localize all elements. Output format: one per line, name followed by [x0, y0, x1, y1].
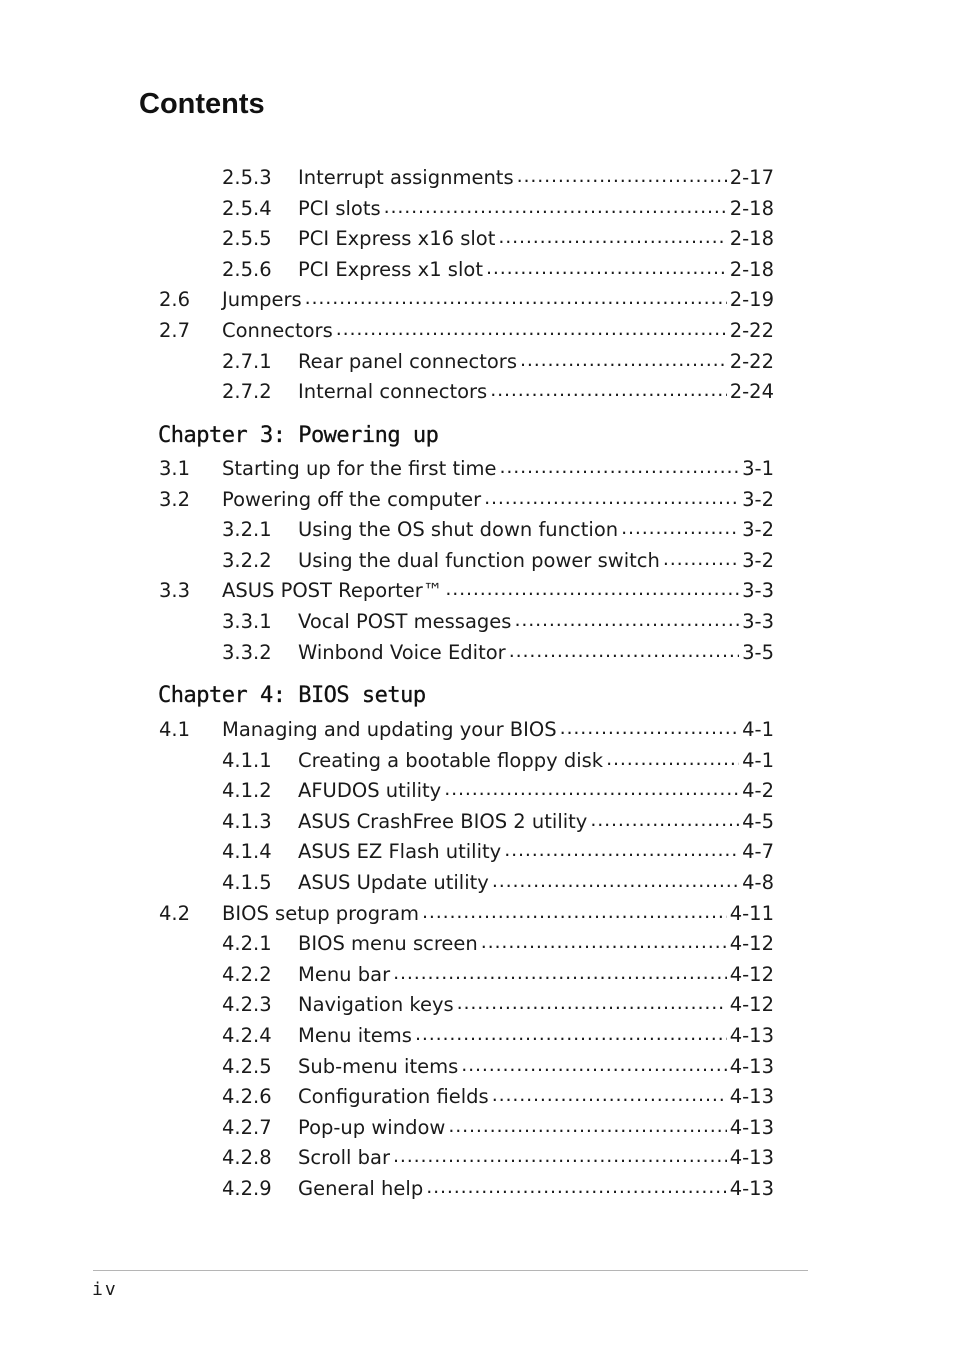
toc-entry-title: Starting up for the first time: [222, 457, 497, 480]
toc-entry-page: 4-13: [729, 1115, 774, 1139]
toc-entry-number: 4.1.1: [222, 748, 272, 772]
toc-entry-number: 3.2: [159, 487, 191, 511]
toc-entry-page: 4-12: [729, 962, 774, 986]
toc-entry-title: Configuration fields: [298, 1085, 489, 1109]
toc-entry-number: 3.3.2: [222, 640, 272, 664]
toc-entry-title: Winbond Voice Editor: [298, 640, 506, 664]
toc-entry-title: ASUS Update utility: [298, 871, 489, 894]
toc-entry-number: 4.2: [159, 901, 191, 925]
toc-entry-number: 3.3.1: [222, 610, 272, 633]
toc-entry-title: BIOS menu screen: [298, 932, 478, 956]
toc-entry-title: PCI Express x16 slot: [298, 227, 496, 251]
toc-entry[interactable]: [222, 548, 774, 574]
toc-entry-title: Menu bar: [298, 962, 391, 986]
toc-entry-number: 4.1.4: [222, 840, 272, 864]
dot-leader: [590, 809, 739, 835]
toc-entry-number: 4.2.8: [222, 1146, 272, 1170]
dot-leader: [444, 778, 739, 804]
toc-entry-title: Internal connectors: [298, 380, 488, 404]
toc-entry-page: 4-12: [729, 932, 774, 956]
dot-leader: [415, 1023, 727, 1049]
toc-entry-title: General help: [298, 1177, 424, 1200]
footer-divider: [93, 1270, 808, 1271]
toc-entry[interactable]: [222, 992, 774, 1018]
toc-entry-page: 3-2: [742, 487, 774, 511]
toc-entry-number: 4.2.5: [222, 1054, 272, 1078]
toc-entry-page: 4-11: [729, 901, 774, 925]
toc-entry[interactable]: [222, 1023, 774, 1049]
toc-entry[interactable]: [222, 1084, 774, 1110]
toc-entry[interactable]: [222, 931, 774, 957]
dot-leader: [492, 870, 739, 896]
toc-entry-page: 4-13: [729, 1177, 774, 1200]
toc-entry-title: Pop-up window: [298, 1115, 446, 1139]
toc-entry-number: 3.2.1: [222, 518, 272, 542]
chapter-heading: Chapter 4: BIOS setup: [158, 683, 426, 708]
toc-entry[interactable]: [222, 226, 774, 252]
dot-leader: [492, 1084, 727, 1110]
toc-entry[interactable]: [222, 165, 774, 191]
toc-entry-page: 2-22: [729, 349, 774, 373]
toc-entry-number: 2.5.5: [222, 227, 272, 251]
toc-entry[interactable]: [222, 839, 774, 865]
toc-entry[interactable]: [222, 196, 774, 222]
dot-leader: [481, 931, 727, 957]
toc-entry-page: 2-17: [729, 166, 774, 189]
toc-entry-page: 3-5: [742, 640, 774, 664]
toc-entry[interactable]: [159, 487, 774, 513]
toc-entry-page: 3-3: [742, 610, 774, 633]
toc-entry-page: 4-12: [729, 993, 774, 1017]
toc-entry[interactable]: [222, 1054, 774, 1080]
toc-entry-page: 4-1: [742, 748, 774, 772]
toc-entry-page: 4-2: [742, 779, 774, 803]
toc-entry-number: 2.5.4: [222, 196, 272, 220]
toc-entry-title: Jumpers: [222, 288, 302, 312]
toc-entry[interactable]: [159, 287, 774, 313]
toc-entry-title: Using the dual function power switch: [298, 548, 660, 572]
dot-leader: [490, 379, 727, 405]
toc-entry-page: 4-7: [742, 840, 774, 864]
toc-entry-title: Creating a bootable floppy disk: [298, 748, 604, 772]
toc-entry-title: Using the OS shut down function: [298, 518, 619, 542]
dot-leader: [422, 901, 727, 927]
toc-entry-page: 4-13: [729, 1024, 774, 1047]
toc-entry-title: Sub-menu items: [298, 1054, 459, 1078]
toc-entry[interactable]: [222, 870, 774, 896]
toc-entry-number: 2.5.6: [222, 257, 272, 281]
toc-entry[interactable]: [222, 517, 774, 543]
toc-entry[interactable]: [222, 257, 774, 283]
toc-entry-number: 2.7.1: [222, 349, 272, 373]
toc-entry-title: ASUS EZ Flash utility: [298, 840, 502, 864]
dot-leader: [484, 487, 739, 513]
toc-entry-number: 4.2.6: [222, 1085, 272, 1109]
dot-leader: [621, 517, 739, 543]
toc-entry-number: 4.1: [159, 718, 191, 741]
toc-entry-title: AFUDOS utility: [298, 779, 442, 803]
toc-entry-page: 2-18: [729, 196, 774, 220]
dot-leader: [509, 640, 739, 666]
toc-entry-number: 2.6: [159, 288, 191, 312]
toc-entry[interactable]: [159, 456, 774, 482]
page-number: iv: [92, 1279, 118, 1300]
toc-entry-title: PCI Express x1 slot: [298, 257, 483, 281]
toc-entry-number: 3.1: [159, 457, 191, 480]
toc-entry[interactable]: [222, 1145, 774, 1171]
toc-entry-number: 3.2.2: [222, 548, 272, 572]
toc-entry[interactable]: [222, 809, 774, 835]
dot-leader: [500, 456, 740, 482]
toc-entry[interactable]: [159, 901, 774, 927]
toc-entry-page: 3-2: [742, 548, 774, 572]
toc-entry-page: 2-18: [729, 227, 774, 251]
dot-leader: [393, 1145, 727, 1171]
toc-entry-page: 4-1: [742, 718, 774, 741]
toc-entry-number: 2.5.3: [222, 166, 272, 189]
dot-leader: [305, 287, 727, 313]
toc-entry[interactable]: [222, 609, 774, 635]
toc-entry-title: Rear panel connectors: [298, 349, 517, 373]
toc-entry-page: 2-22: [729, 319, 774, 342]
toc-entry-number: 4.2.9: [222, 1177, 272, 1200]
toc-entry-number: 4.2.2: [222, 962, 272, 986]
toc-entry-page: 4-8: [742, 871, 774, 894]
toc-entry-title: Connectors: [222, 319, 333, 342]
toc-entry-page: 4-5: [742, 809, 774, 833]
toc-entry-page: 2-19: [729, 288, 774, 312]
toc-entry[interactable]: [222, 1115, 774, 1141]
toc-entry-title: BIOS setup program: [222, 901, 420, 925]
toc-entry[interactable]: [222, 962, 774, 988]
toc-entry-number: 3.3: [159, 579, 191, 603]
toc-entry-page: 3-3: [742, 579, 774, 603]
toc-entry-page: 4-13: [729, 1085, 774, 1109]
toc-entry-title: Scroll bar: [298, 1146, 390, 1170]
toc-entry[interactable]: [159, 318, 774, 344]
toc-entry-page: 3-1: [742, 457, 774, 480]
toc-entry-page: 4-13: [729, 1054, 774, 1078]
toc-entry[interactable]: [222, 1176, 774, 1202]
toc-entry-title: Navigation keys: [298, 993, 454, 1017]
toc-entry-title: Interrupt assignments: [298, 166, 514, 189]
toc-entry[interactable]: [222, 748, 774, 774]
dot-leader: [498, 226, 726, 252]
toc-entry-title: Menu items: [298, 1024, 412, 1047]
dot-leader: [606, 748, 739, 774]
dot-leader: [663, 548, 739, 574]
toc-entry-title: Vocal POST messages: [298, 610, 512, 633]
toc-entry-page: 2-18: [729, 257, 774, 281]
toc-entry[interactable]: [159, 578, 774, 604]
dot-leader: [560, 717, 739, 743]
toc-entry-title: Powering off the computer: [222, 487, 482, 511]
dot-leader: [504, 839, 739, 865]
toc-entry[interactable]: [222, 640, 774, 666]
dot-leader: [393, 962, 727, 988]
toc-entry-title: ASUS CrashFree BIOS 2 utility: [298, 809, 588, 833]
dot-leader: [461, 1054, 726, 1080]
toc-entry-number: 4.1.3: [222, 809, 272, 833]
dot-leader: [457, 992, 727, 1018]
toc-entry-page: 3-2: [742, 518, 774, 542]
dot-leader: [445, 578, 739, 604]
toc-entry-page: 4-13: [729, 1146, 774, 1170]
toc-entry-number: 4.1.5: [222, 871, 272, 894]
toc-entry-page: 2-24: [729, 380, 774, 404]
toc-entry[interactable]: [222, 349, 774, 375]
page-title: Contents: [139, 88, 265, 120]
dot-leader: [448, 1115, 726, 1141]
toc-entry-title: PCI slots: [298, 196, 381, 220]
toc-entry-number: 4.2.3: [222, 993, 272, 1017]
dot-leader: [426, 1176, 727, 1202]
toc-entry[interactable]: [222, 778, 774, 804]
toc-entry-title: ASUS POST Reporter™: [222, 579, 443, 603]
toc-entry-number: 4.2.4: [222, 1024, 272, 1047]
chapter-heading: Chapter 3: Powering up: [158, 423, 439, 448]
toc-entry-number: 4.2.1: [222, 932, 272, 956]
toc-entry-title: Managing and updating your BIOS: [222, 718, 557, 741]
toc-entry[interactable]: [222, 379, 774, 405]
toc-entry-number: 4.1.2: [222, 779, 272, 803]
dot-leader: [384, 196, 727, 222]
toc-entry-number: 2.7.2: [222, 380, 272, 404]
dot-leader: [520, 349, 727, 375]
toc-entry-number: 4.2.7: [222, 1115, 272, 1139]
dot-leader: [514, 609, 739, 635]
dot-leader: [517, 165, 727, 191]
dot-leader: [336, 318, 727, 344]
dot-leader: [486, 257, 727, 283]
toc-entry[interactable]: [159, 717, 774, 743]
toc-entry-number: 2.7: [159, 319, 191, 342]
